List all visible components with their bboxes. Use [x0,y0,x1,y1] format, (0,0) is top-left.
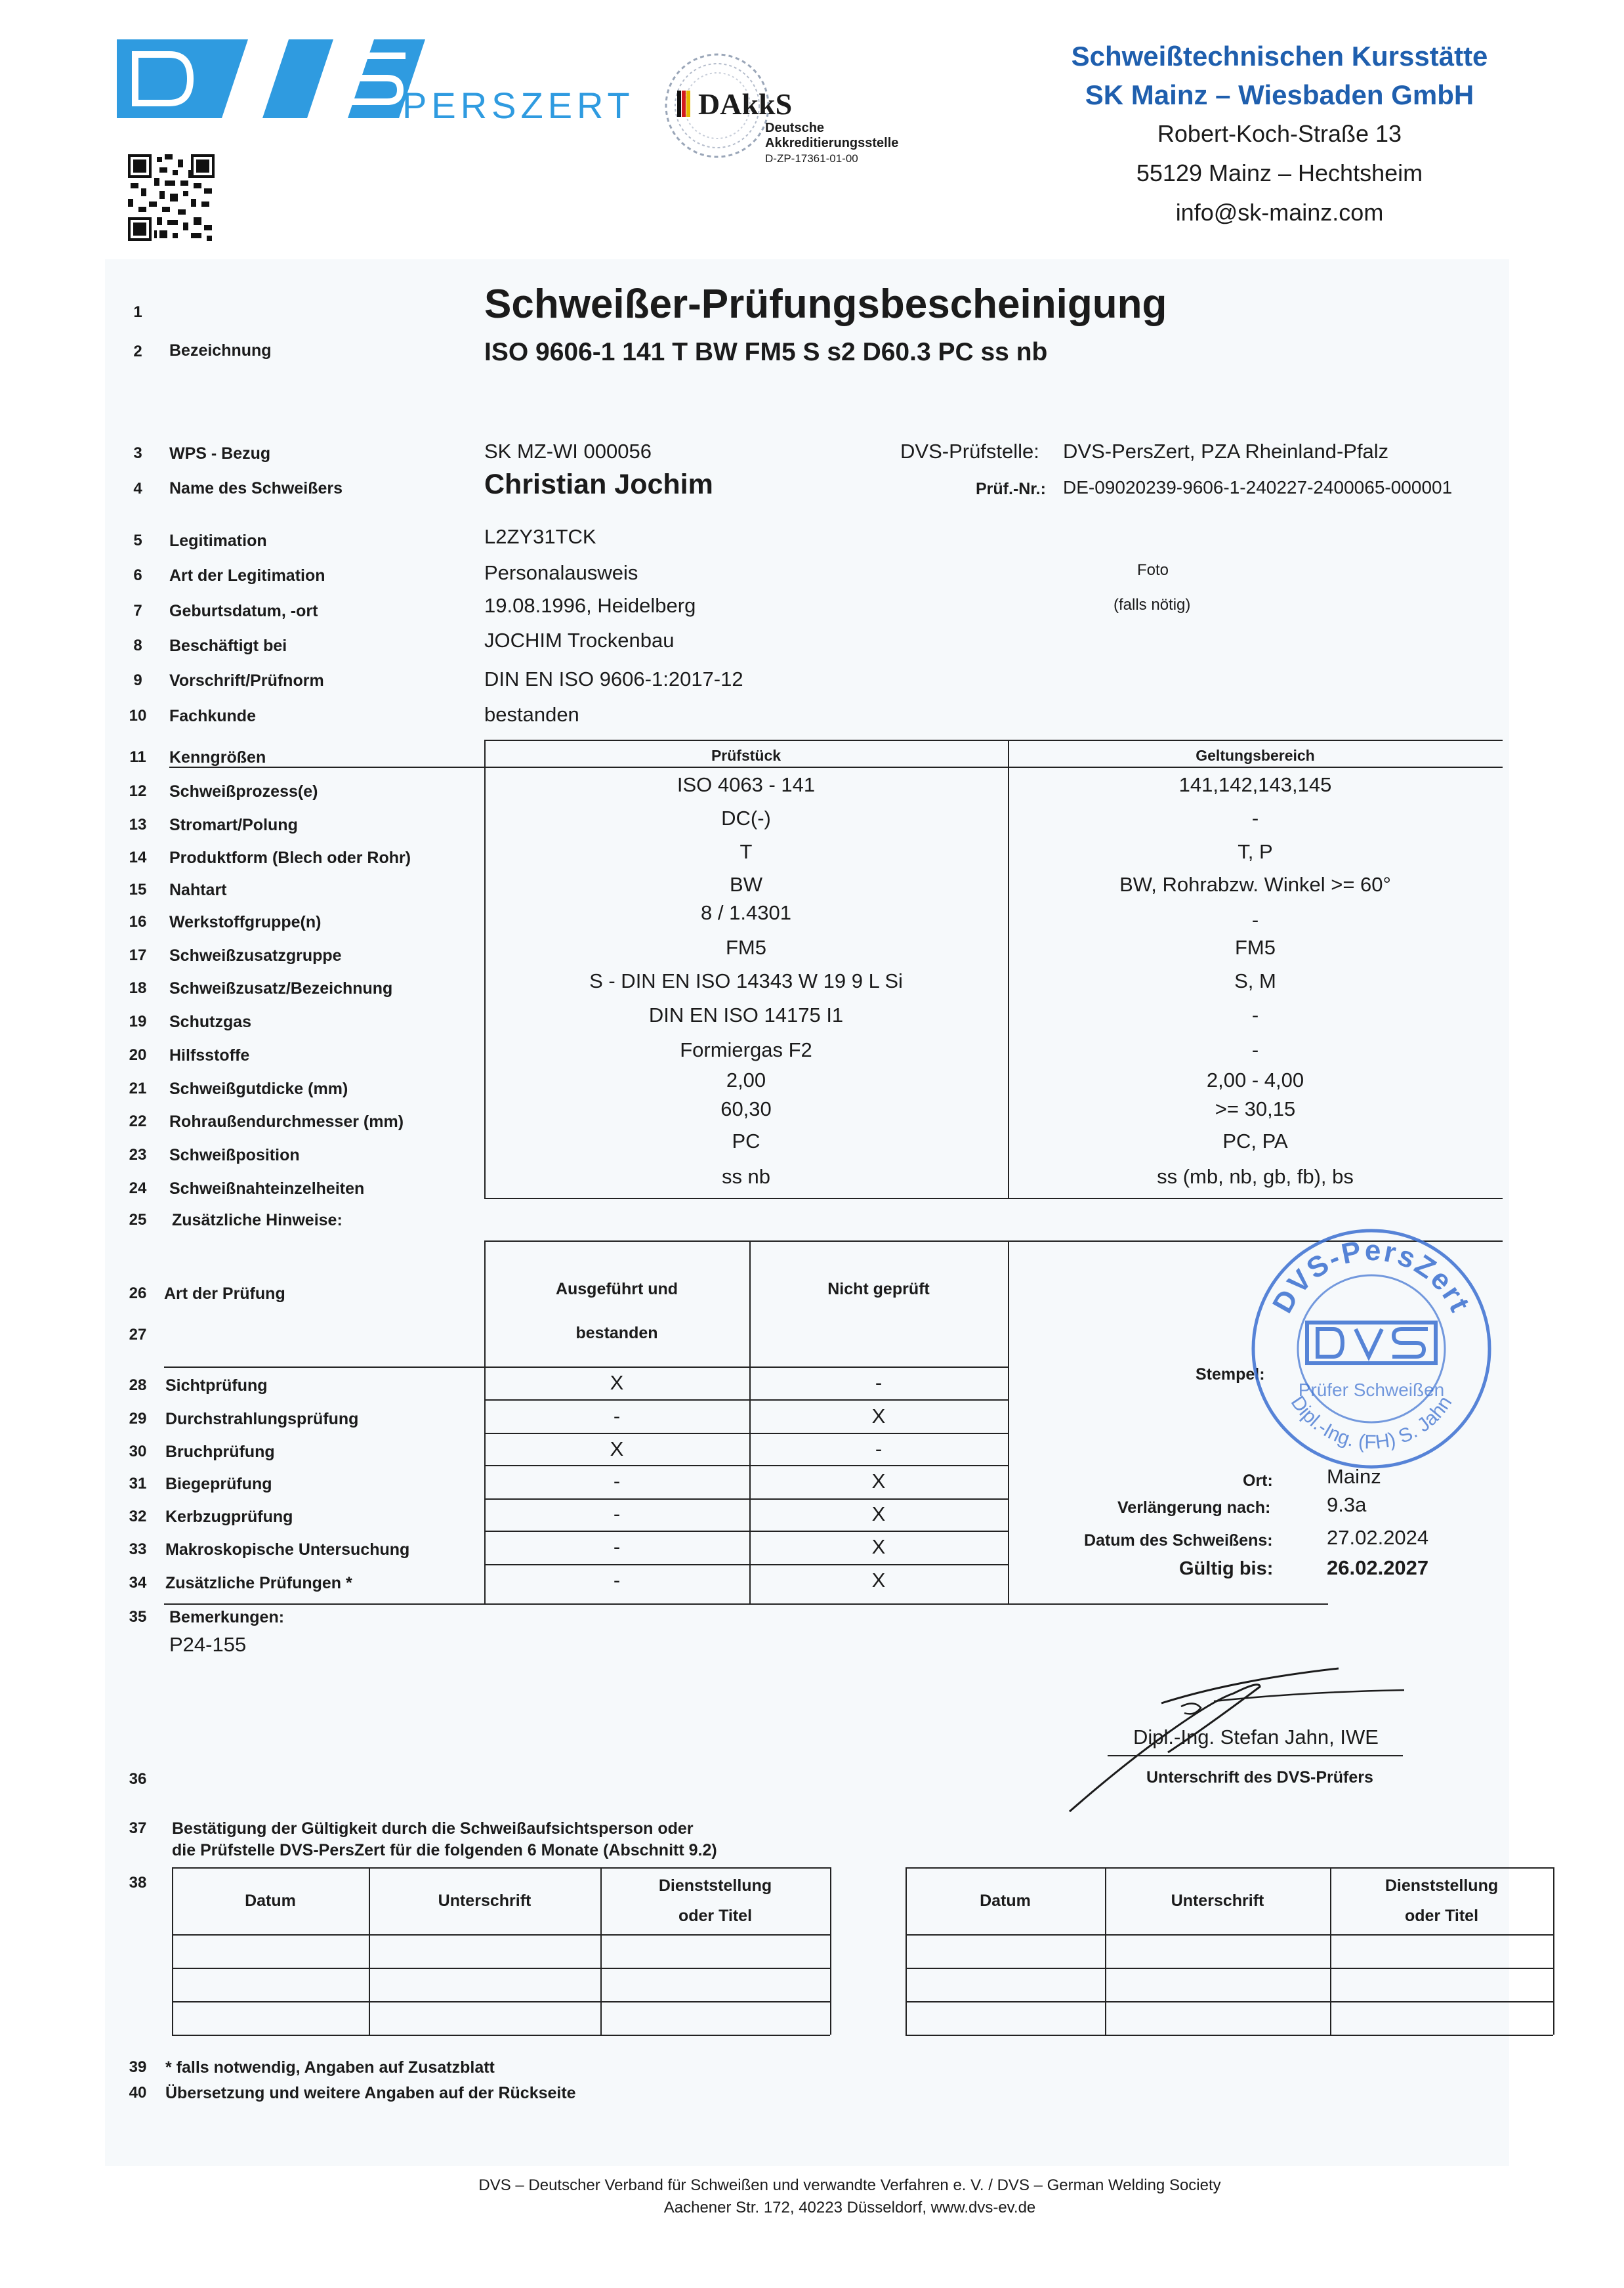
line-number: 10 [129,707,147,725]
line-number: 37 [129,1819,147,1837]
test-done-mark: X [610,1437,624,1460]
additional-notes-label: Zusätzliche Hinweise: [172,1211,343,1229]
confirm-col-position-1: Dienststellung [1385,1876,1499,1895]
test-row-divider [484,1498,1008,1500]
test-row-divider [484,1399,1008,1401]
line-number: 3 [133,444,142,462]
line-number: 40 [129,2084,147,2102]
param-range-value: T, P [1238,840,1273,863]
birth-label: Geburtsdatum, -ort [169,602,318,620]
stamp-bottom-text: Dipl.-Ing. (FH) S. Jahn [1286,1392,1457,1454]
param-label: Schweißnahteinzelheiten [169,1179,365,1198]
dakks-line2: Akkreditierungsstelle [765,136,899,150]
confirm-col-position-2: oder Titel [678,1907,753,1925]
params-header-label: Kenngrößen [169,748,266,767]
param-range-value: ss (mb, nb, gb, fb), bs [1157,1165,1354,1188]
param-label: Nahtart [169,881,227,899]
param-label: Rohraußendurchmesser (mm) [169,1112,404,1131]
param-label: Werkstoffgruppe(n) [169,913,322,931]
confirm-grid-line [830,1867,831,2035]
footer-line1: DVS – Deutscher Verband für Schweißen und verwandte Verfahren e. V. / DVS – German Welding Society [478,2176,1221,2194]
test-row-divider [484,1564,1008,1565]
examiner-signature-caption: Unterschrift des DVS-Prüfers [1146,1768,1373,1787]
line-number: 2 [133,343,142,360]
line-number: 9 [133,671,142,689]
wps-label: WPS - Bezug [169,444,271,463]
line-number: 22 [129,1112,147,1130]
stamp-seal-icon [1247,1224,1496,1473]
employer-value: JOCHIM Trockenbau [484,629,675,652]
test-done-mark: - [613,1569,621,1592]
issuer-block [1004,37,1555,232]
pruefstelle-label: DVS-Prüfstelle: [900,440,1039,463]
tests-header-done-2: bestanden [575,1324,658,1342]
line-number: 36 [129,1770,147,1788]
param-label: Hilfsstoffe [169,1046,250,1065]
pruefnr-value: DE-09020239-9606-1-240227-2400065-000001 [1063,477,1453,498]
issuer-email[interactable]: info@sk-mainz.com [1175,199,1384,226]
line-number: 34 [129,1574,147,1592]
line-number: 19 [129,1013,147,1030]
param-test-value: BW [730,873,762,896]
line-number: 12 [129,782,147,800]
dakks-name: DAkkS [698,87,793,121]
line-number: 18 [129,979,147,997]
line-number: 27 [129,1326,147,1344]
photo-label: Foto [1137,561,1169,579]
norm-value: DIN EN ISO 9606-1:2017-12 [484,667,743,690]
fachkunde-value: bestanden [484,703,579,726]
legit-label: Legitimation [169,532,267,550]
line-number: 24 [129,1179,147,1197]
param-test-value: 2,00 [726,1069,766,1091]
photo-note: (falls nötig) [1114,596,1191,614]
confirm-col-date: Datum [245,1892,296,1910]
test-not-mark: X [871,1405,886,1428]
confirm-grid-line [172,1934,830,1936]
param-range-value: - [1251,807,1259,830]
fachkunde-label: Fachkunde [169,707,256,725]
ort-label: Ort: [1243,1472,1273,1490]
footnote-39: * falls notwendig, Angaben auf Zusatzblatt [165,2058,495,2077]
test-done-mark: X [610,1371,624,1394]
line-number: 13 [129,816,147,834]
param-label: Stromart/Polung [169,816,298,834]
param-test-value: DC(-) [721,807,771,830]
param-test-value: FM5 [726,936,766,959]
param-test-value: 60,30 [720,1097,772,1120]
param-test-value: T [739,840,753,863]
confirm-col-position-1: Dienststellung [658,1876,772,1895]
designation: ISO 9606-1 141 T BW FM5 S s2 D60.3 PC ss nb [484,338,1048,366]
line-number: 32 [129,1508,147,1525]
confirm-grid-line [906,2035,1553,2036]
test-done-mark: - [613,1405,621,1428]
param-test-value: 8 / 1.4301 [701,901,791,924]
test-label: Durchstrahlungsprüfung [165,1410,359,1428]
param-test-value: PC [732,1130,760,1153]
confirm-grid-line [906,1934,1553,1936]
param-test-value: Formiergas F2 [680,1038,812,1061]
legit-value: L2ZY31TCK [484,525,596,548]
line-number: 4 [133,480,142,498]
confirm-grid-line [172,1968,830,1969]
line-number: 25 [129,1211,147,1229]
param-range-value: - [1251,1004,1259,1027]
param-range-value: PC, PA [1222,1130,1288,1153]
welding-date-label: Datum des Schweißens: [1084,1531,1273,1550]
welder-label: Name des Schweißers [169,479,343,498]
wps-value: SK MZ-WI 000056 [484,440,652,463]
line-number: 39 [129,2058,147,2076]
param-label: Schutzgas [169,1013,252,1031]
line-number: 30 [129,1443,147,1460]
param-range-value: BW, Rohrabzw. Winkel >= 60° [1119,873,1391,896]
issuer-line1: Schweißtechnischen Kursstätte [1071,41,1488,72]
line-number: 17 [129,946,147,964]
tests-header-not: Nicht geprüft [827,1280,930,1298]
confirm-grid-line [172,1867,830,1869]
param-label: Schweißprozess(e) [169,782,318,801]
test-not-mark: - [875,1371,883,1394]
test-label: Sichtprüfung [165,1376,268,1395]
dvs-logo [117,36,425,121]
line-number: 8 [133,637,142,654]
confirm-grid-line [1553,1867,1554,2035]
param-label: Schweißzusatzgruppe [169,946,342,965]
test-table-bottom [164,1603,484,1605]
test-row-divider [484,1531,1008,1532]
line-number: 28 [129,1376,147,1394]
param-range-value: S, M [1234,969,1276,992]
examiner-name: Dipl.-Ing. Stefan Jahn, IWE [1133,1726,1379,1748]
test-row-divider [484,1603,1328,1605]
welding-date-value: 27.02.2024 [1327,1526,1429,1549]
confirmation-line2: die Prüfstelle DVS-PersZert für die folgenden 6 Monate (Abschnitt 9.2) [172,1841,717,1859]
line-number: 15 [129,881,147,899]
line-number: 23 [129,1146,147,1164]
line-number: 26 [129,1284,147,1302]
line-number: 6 [133,566,142,584]
test-not-mark: X [871,1502,886,1525]
confirmation-line1: Bestätigung der Gültigkeit durch die Schweißaufsichtsperson oder [172,1819,694,1838]
param-range-value: 141,142,143,145 [1178,773,1332,796]
confirm-grid-line [172,2001,830,2002]
legit-type-value: Personalausweis [484,561,638,584]
confirm-col-date: Datum [980,1892,1031,1910]
employer-label: Beschäftigt bei [169,637,287,655]
valid-until-label: Gültig bis: [1179,1558,1274,1579]
remarks-label: Bemerkungen: [169,1608,285,1626]
line-number: 21 [129,1080,147,1097]
stamp-label: Stempel: [1196,1365,1265,1384]
pruefstelle-value: DVS-PersZert, PZA Rheinland-Pfalz [1063,440,1389,463]
param-range-value: FM5 [1235,936,1276,959]
remarks-value: P24-155 [169,1633,247,1656]
confirm-grid-line [906,1867,1553,1869]
test-not-mark: X [871,1569,886,1592]
confirm-grid-line [172,2035,830,2036]
tests-header-done-1: Ausgeführt und [555,1280,678,1298]
test-label: Bruchprüfung [165,1443,275,1461]
stamp-top-text: DVS-PersZert [1266,1234,1477,1319]
test-done-mark: - [613,1535,621,1558]
param-test-value: DIN EN ISO 14175 I1 [648,1004,844,1027]
param-label: Produktform (Blech oder Rohr) [169,849,411,867]
param-label: Schweißzusatz/Bezeichnung [169,979,393,998]
line-number: 29 [129,1410,147,1428]
line-number: 14 [129,849,147,866]
norm-label: Vorschrift/Prüfnorm [169,671,324,690]
param-test-value: S - DIN EN ISO 14343 W 19 9 L Si [589,969,903,992]
issuer-street: Robert-Koch-Straße 13 [1157,120,1402,147]
param-range-value: 2,00 - 4,00 [1206,1069,1304,1091]
line-number: 35 [129,1608,147,1626]
svg-text:DVS-PersZert [1266,1235,1476,1319]
test-label: Makroskopische Untersuchung [165,1540,410,1559]
param-test-value: ss nb [721,1165,771,1188]
param-label: Schweißposition [169,1146,300,1164]
issuer-city: 55129 Mainz – Hechtsheim [1136,159,1423,186]
pruefnr-label: Prüf.-Nr.: [976,480,1046,498]
test-row-divider [484,1465,1008,1466]
tests-header-label: Art der Prüfung [164,1284,285,1303]
line-number: 38 [129,1874,147,1892]
confirm-col-signature: Unterschrift [1171,1892,1264,1910]
test-done-mark: - [613,1470,621,1493]
legit-type-label: Art der Legitimation [169,566,325,585]
line-number: 31 [129,1475,147,1493]
test-label: Kerbzugprüfung [165,1508,293,1526]
line-number: 20 [129,1046,147,1064]
designation-label: Bezeichnung [169,341,272,360]
line-number: 1 [133,303,142,321]
stamp-inner-text: Prüfer Schweißen [1298,1380,1445,1400]
confirm-col-signature: Unterschrift [438,1892,531,1910]
valid-until-value: 26.02.2027 [1327,1556,1429,1579]
dakks-line1: Deutsche [765,121,825,135]
test-row-divider [484,1433,1008,1434]
confirm-grid-line [906,2001,1553,2002]
extension-value: 9.3a [1327,1493,1367,1516]
test-not-mark: X [871,1470,886,1493]
params-header-range: Geltungsbereich [1196,747,1315,764]
dakks-logo [664,53,927,177]
test-not-mark: X [871,1535,886,1558]
issuer-line2: SK Mainz – Wiesbaden GmbH [1085,79,1474,110]
param-range-value: - [1251,1038,1259,1061]
test-not-mark: - [875,1437,883,1460]
qr-code-icon [128,154,215,241]
footnote-40: Übersetzung und weitere Angaben auf der Rückseite [165,2084,576,2102]
perszert-wordmark: PERSZERT [402,85,635,126]
confirm-grid-line [906,1968,1553,1969]
ort-value: Mainz [1327,1465,1381,1488]
line-number: 16 [129,913,147,931]
extension-label: Verlängerung nach: [1117,1498,1271,1517]
test-done-mark: - [613,1502,621,1525]
line-number: 7 [133,602,142,620]
param-range-value: - [1251,908,1259,931]
confirm-col-position-2: oder Titel [1404,1907,1479,1925]
examiner-stamp [1247,1224,1496,1473]
param-label: Schweißgutdicke (mm) [169,1080,348,1098]
footer-line2: Aachener Str. 172, 40223 Düsseldorf, www.dvs-ev.de [663,2199,1036,2216]
test-label: Zusätzliche Prüfungen * [165,1574,352,1592]
dvs-logo-graphic [117,36,425,121]
test-label: Biegeprüfung [165,1475,272,1493]
dakks-code: D-ZP-17361-01-00 [765,152,858,165]
birth-value: 19.08.1996, Heidelberg [484,594,696,617]
param-test-value: ISO 4063 - 141 [677,773,816,796]
page-title: Schweißer-Prüfungsbescheinigung [484,282,1167,327]
line-number: 5 [133,532,142,549]
line-number: 33 [129,1540,147,1558]
param-range-value: >= 30,15 [1215,1097,1296,1120]
params-header-test: Prüfstück [711,747,781,764]
welder-name: Christian Jochim [484,469,713,500]
line-number: 11 [129,748,146,766]
